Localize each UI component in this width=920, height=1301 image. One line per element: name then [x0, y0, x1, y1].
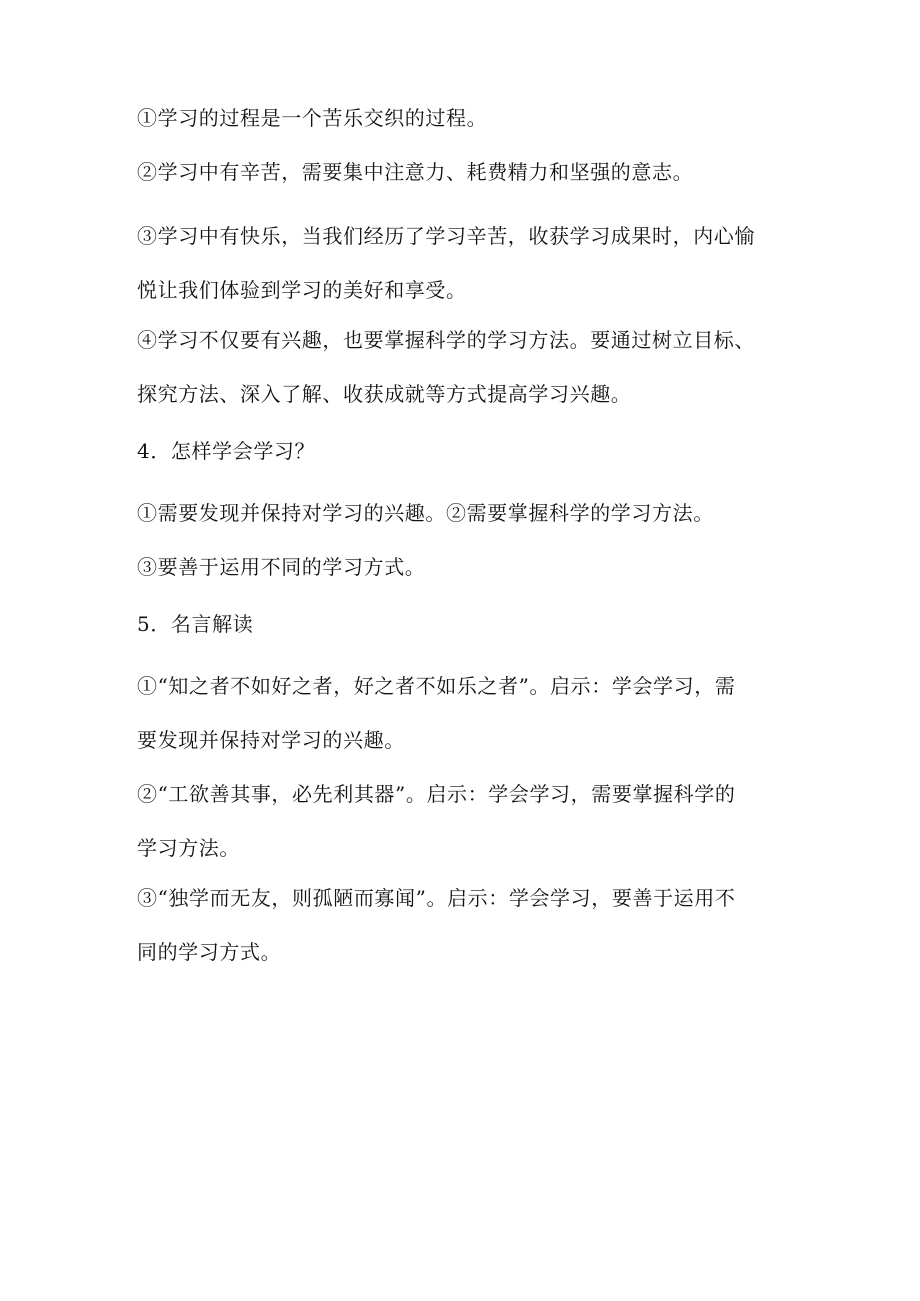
text-line: ③要善于运用不同的学习方式。: [137, 555, 426, 579]
text-line: ②“工欲善其事，必先利其器”。启示：学会学习，需要掌握科学的: [137, 782, 736, 806]
paragraph-2: [137, 145, 797, 199]
text-line: 学习方法。: [137, 836, 240, 860]
paragraph-5: [137, 486, 797, 594]
text-line: ②学习中有辛苦，需要集中注意力、耗费精力和坚强的意志。: [137, 160, 694, 184]
text-line: ①“知之者不如好之者，好之者不如乐之者”。启示：学会学习，需: [137, 674, 736, 698]
paragraph-4: [137, 313, 797, 421]
section-heading-4: [137, 424, 797, 478]
text-line: 同的学习方式。: [137, 940, 282, 964]
paragraph-3: [137, 209, 797, 317]
paragraph-1: [137, 91, 797, 145]
text-line: ③学习中有快乐，当我们经历了学习辛苦，收获学习成果时，内心愉: [137, 224, 755, 248]
text-line: ①需要发现并保持对学习的兴趣。②需要掌握科学的学习方法。: [137, 501, 714, 525]
text-line: ④学习不仅要有兴趣，也要掌握科学的学习方法。要通过树立目标、: [137, 328, 755, 352]
text-line: ③“独学而无友，则孤陋而寡闻”。启示：学会学习，要善于运用不: [137, 886, 736, 910]
text-line: 悦让我们体验到学习的美好和享受。: [137, 278, 467, 302]
text-line: ①学习的过程是一个苦乐交织的过程。: [137, 106, 488, 130]
text-line: 探究方法、深入了解、收获成就等方式提高学习兴趣。: [137, 382, 632, 406]
heading-line: 4．怎样学会学习？: [137, 439, 316, 463]
paragraph-7: [137, 767, 797, 875]
text-line: 要发现并保持对学习的兴趣。: [137, 728, 405, 752]
paragraph-8: [137, 871, 797, 979]
heading-line: 5．名言解读: [137, 612, 254, 636]
paragraph-6: [137, 659, 797, 767]
section-heading-5: [137, 597, 797, 651]
